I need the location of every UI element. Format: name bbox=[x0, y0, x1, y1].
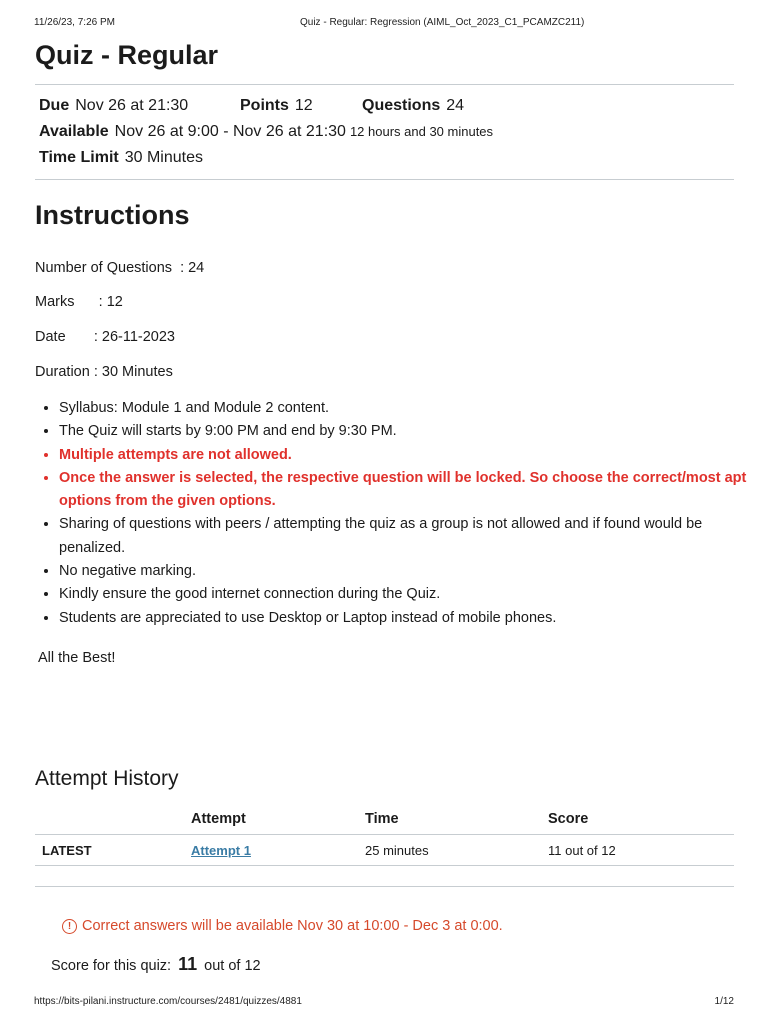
points-value: 12 bbox=[294, 97, 313, 114]
print-page-number: 1/12 bbox=[714, 996, 734, 1007]
score-suffix: out of 12 bbox=[204, 958, 261, 974]
list-item: • Kindly ensure the good internet connection during the Quiz. bbox=[59, 583, 764, 606]
list-item-warning: • Once the answer is selected, the respective question will be locked. So choose the correct/most apt options from the given options. bbox=[59, 467, 764, 514]
info-line-marks: Marks : 12 bbox=[35, 294, 123, 310]
available-duration: 12 hours and 30 minutes bbox=[349, 124, 494, 139]
points-label: Points bbox=[240, 97, 289, 114]
time-limit-label: Time Limit bbox=[39, 149, 119, 166]
column-header-attempt: Attempt bbox=[191, 811, 246, 827]
due-label: Due bbox=[39, 97, 70, 114]
instructions-list bbox=[35, 397, 764, 630]
list-item: • Syllabus: Module 1 and Module 2 content. bbox=[59, 397, 764, 420]
score-value: 11 bbox=[178, 954, 198, 974]
list-item: • Students are appreciated to use Desktop or Laptop instead of mobile phones. bbox=[59, 607, 764, 630]
list-item: • The Quiz will starts by 9:00 PM and end by 9:30 PM. bbox=[59, 420, 764, 443]
divider bbox=[35, 84, 734, 85]
latest-badge: LATEST bbox=[42, 843, 92, 858]
answers-availability-notice bbox=[62, 918, 503, 934]
list-item-warning: • Multiple attempts are not allowed. bbox=[59, 444, 764, 467]
list-item: • No negative marking. bbox=[59, 560, 764, 583]
print-page-title: Quiz - Regular: Regression (AIML_Oct_2023_C1_PCAMZC211) bbox=[300, 17, 585, 28]
divider bbox=[35, 179, 734, 180]
info-line-questions: Number of Questions : 24 bbox=[35, 260, 205, 276]
column-header-score: Score bbox=[548, 811, 589, 827]
print-datetime: 11/26/23, 7:26 PM bbox=[34, 17, 115, 28]
instructions-heading: Instructions bbox=[35, 200, 190, 230]
score-prefix: Score for this quiz: bbox=[51, 958, 172, 974]
page-title: Quiz - Regular bbox=[35, 40, 219, 70]
print-footer-url: https://bits-pilani.instructure.com/courses/2481/quizzes/4881 bbox=[34, 996, 302, 1007]
list-item: • Sharing of questions with peers / attempting the quiz as a group is not allowed and if found would be penalized. bbox=[59, 513, 764, 560]
info-line-date: Date : 26-11-2023 bbox=[35, 329, 175, 345]
available-label: Available bbox=[39, 123, 109, 140]
column-header-time: Time bbox=[365, 811, 399, 827]
info-line-duration: Duration : 30 Minutes bbox=[35, 364, 173, 380]
questions-label: Questions bbox=[362, 97, 441, 114]
available-value: Nov 26 at 9:00 - Nov 26 at 21:30 bbox=[114, 123, 346, 140]
time-limit-field bbox=[39, 149, 203, 167]
time-limit-value: 30 Minutes bbox=[124, 149, 203, 166]
table-header-divider bbox=[35, 834, 734, 835]
divider bbox=[35, 886, 734, 887]
questions-value: 24 bbox=[446, 97, 465, 114]
attempt-1-link[interactable]: Attempt 1 bbox=[191, 843, 251, 858]
attempt-time: 25 minutes bbox=[365, 843, 429, 858]
available-field bbox=[39, 123, 493, 141]
questions-field bbox=[362, 97, 464, 115]
due-value: Nov 26 at 21:30 bbox=[75, 97, 189, 114]
closing-text: All the Best! bbox=[38, 650, 116, 666]
attempt-score: 11 out of 12 bbox=[548, 843, 616, 858]
alert-circle-icon: ! bbox=[62, 919, 77, 934]
points-field bbox=[240, 97, 313, 115]
attempt-history-heading: Attempt History bbox=[35, 767, 179, 790]
table-row-divider bbox=[35, 865, 734, 866]
score-summary bbox=[51, 954, 261, 975]
due-field bbox=[39, 97, 188, 115]
notice-text: Correct answers will be available Nov 30 at 10:00 - Dec 3 at 0:00. bbox=[82, 918, 503, 934]
